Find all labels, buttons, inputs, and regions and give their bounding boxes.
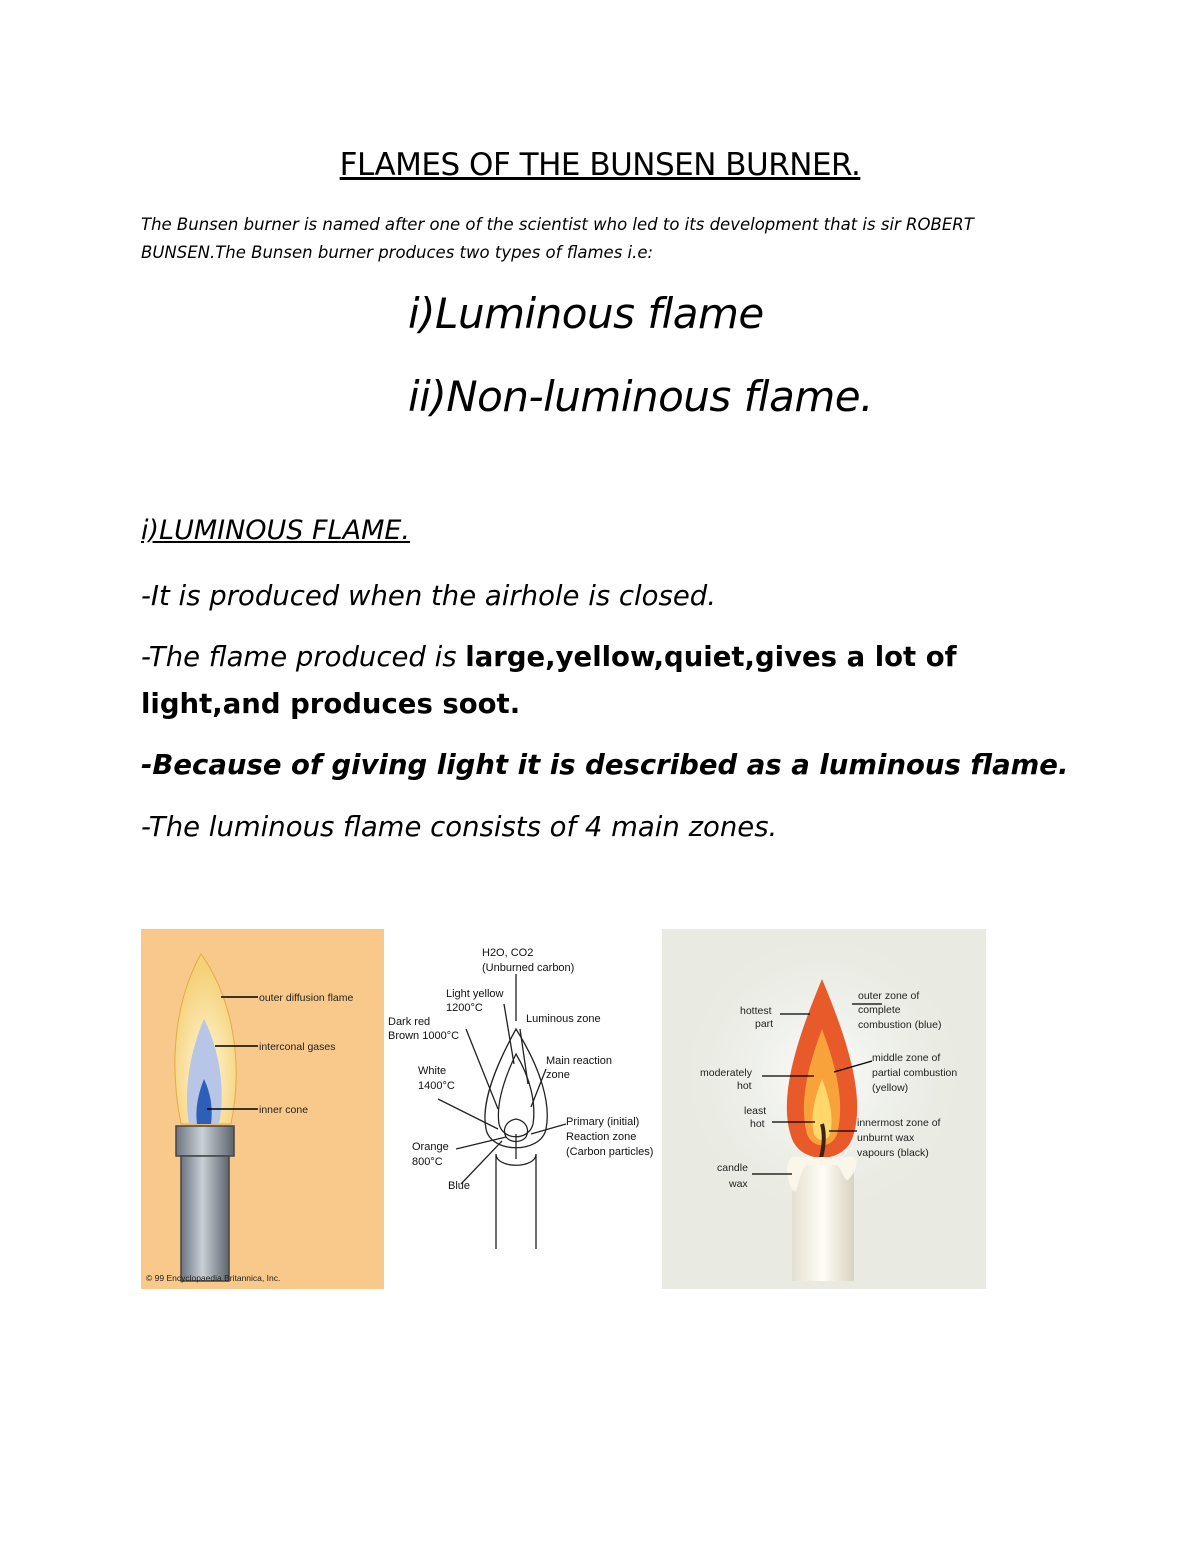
fig3-hottest: hottest (740, 1005, 772, 1017)
fig3-middle3: (yellow) (872, 1082, 909, 1094)
intro-paragraph: The Bunsen burner is named after one of the scientist who led to its development that is sir ROBERT BUNSEN.The Bunsen burner produces two types of flames i.e: (141, 215, 974, 262)
fig3-outer2: complete (858, 1004, 901, 1016)
section-heading: i)LUMINOUS FLAME. (141, 515, 411, 546)
fig2-zone: zone (546, 1069, 570, 1081)
figure-candle-flame (662, 929, 986, 1289)
fig2-orange-temp: 800°C (412, 1156, 443, 1168)
fig3-least-hot: hot (750, 1118, 765, 1130)
bullet-because: -Because of giving light it is described as a luminous flame. (141, 749, 1069, 781)
candle-zones-diagram (386, 929, 662, 1289)
fig2-top: H2O, CO2 (482, 947, 534, 959)
bunsen-flame-illustration (141, 929, 384, 1289)
fig3-wax: wax (729, 1178, 748, 1190)
fig2-brown: Brown 1000°C (388, 1030, 460, 1042)
fig3-outer3: combustion (blue) (858, 1019, 942, 1031)
label-outer-diffusion: outer diffusion flame (259, 992, 354, 1004)
flame-type-non-luminous: ii)Non-luminous flame. (408, 372, 873, 421)
fig2-light-yellow: Light yellow (446, 988, 504, 1000)
bullet-flame-properties-prefix: -The flame produced is (141, 641, 466, 673)
fig3-inner2: unburnt wax (857, 1132, 915, 1144)
fig2-blue: Blue (448, 1180, 471, 1192)
label-interconal: interconal gases (259, 1041, 336, 1053)
figure-candle-zones (386, 929, 662, 1289)
candle-flame-illustration (662, 929, 986, 1289)
fig2-top2: (Unburned carbon) (482, 962, 575, 974)
fig3-part: part (755, 1018, 774, 1030)
fig2-primary: Primary (initial) (566, 1116, 640, 1128)
fig3-moderately: moderately (700, 1067, 752, 1079)
fig2-luminous: Luminous zone (526, 1013, 601, 1025)
fig3-candle: candle (717, 1162, 748, 1174)
fig3-inner1: innermost zone of (857, 1117, 941, 1129)
bullet-airhole: -It is produced when the airhole is closed. (141, 580, 716, 612)
fig2-main-reaction: Main reaction (546, 1055, 613, 1067)
bullet-zones: -The luminous flame consists of 4 main zones. (141, 811, 778, 843)
fig2-dark-red: Dark red (388, 1016, 431, 1028)
fig2-carbon: (Carbon particles) (566, 1146, 654, 1158)
fig3-outer1: outer zone of (858, 990, 920, 1002)
bullet-flame-properties-bold: large,yellow,quiet,gives a lot of light,and produces soot. (141, 641, 957, 720)
fig2-orange: Orange (412, 1141, 449, 1153)
fig3-middle2: partial combustion (872, 1067, 958, 1079)
fig2-white-temp: 1400°C (418, 1080, 455, 1092)
fig3-middle1: middle zone of (872, 1052, 941, 1064)
fig2-white: White (418, 1065, 447, 1077)
fig2-reaction-zone: Reaction zone (566, 1131, 637, 1143)
label-inner-cone: inner cone (259, 1104, 309, 1116)
fig2-light-yellow-temp: 1200°C (446, 1002, 483, 1014)
fig3-least: least (744, 1105, 767, 1117)
fig3-inner3: vapours (black) (857, 1147, 929, 1159)
bullet-flame-properties (141, 634, 1071, 728)
fig3-hot: hot (737, 1080, 752, 1092)
flame-type-luminous: i)Luminous flame (408, 289, 764, 338)
page-title: FLAMES OF THE BUNSEN BURNER. (339, 147, 861, 183)
figure-bunsen-flame (141, 929, 384, 1289)
figure1-copyright: © 99 Encyclopaedia Britannica, Inc. (146, 1273, 281, 1283)
